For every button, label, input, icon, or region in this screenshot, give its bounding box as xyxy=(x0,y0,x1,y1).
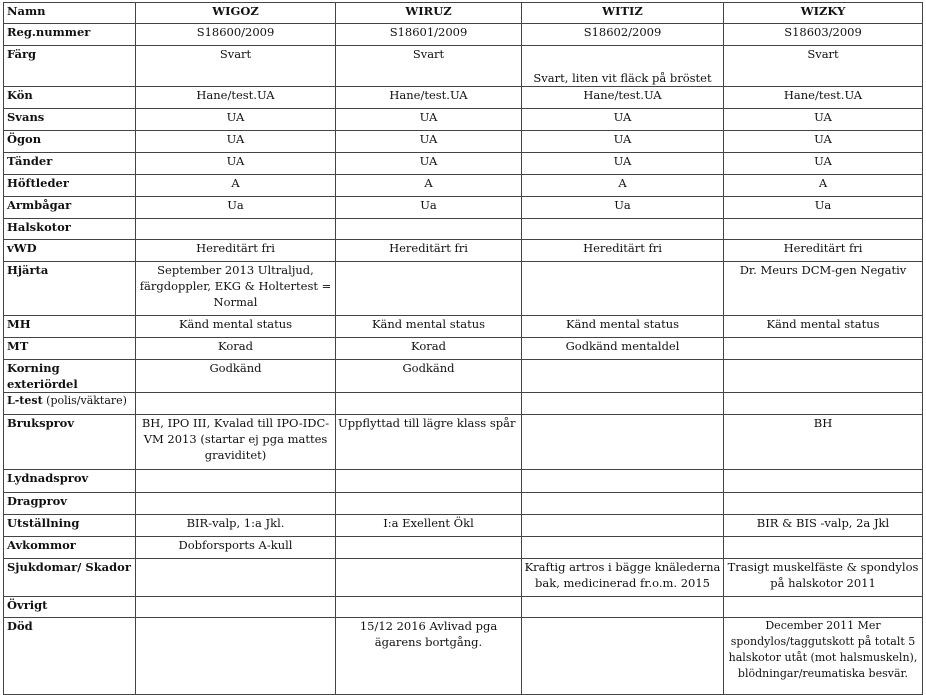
cell: Dr. Meurs DCM-gen Negativ xyxy=(724,262,923,316)
cell: I:a Exellent Ökl xyxy=(336,515,522,537)
cell: BIR-valp, 1:a Jkl. xyxy=(136,515,336,537)
cell: Dobforsports A-kull xyxy=(136,537,336,559)
cell xyxy=(136,219,336,240)
cell: Hane/test.UA xyxy=(136,87,336,109)
row-utstallning xyxy=(4,515,923,537)
row-lydnadsprov xyxy=(4,470,923,493)
cell xyxy=(522,515,724,537)
cell xyxy=(336,262,522,316)
row-dragprov xyxy=(4,493,923,515)
cell: UA xyxy=(136,131,336,153)
cell: Trasigt muskelfäste & spondylos på halskotor 2011 xyxy=(724,559,923,597)
header-row xyxy=(4,3,923,24)
cell xyxy=(724,360,923,393)
cell xyxy=(522,597,724,618)
row-label: Ögon xyxy=(4,131,136,153)
cell: UA xyxy=(336,109,522,131)
cell xyxy=(336,597,522,618)
cell: Hereditärt fri xyxy=(136,240,336,262)
row-sjukdomar xyxy=(4,559,923,597)
cell: UA xyxy=(336,153,522,175)
row-dod xyxy=(4,618,923,695)
row-halskotor xyxy=(4,219,923,240)
row-mt xyxy=(4,338,923,360)
cell xyxy=(522,360,724,393)
cell: Hereditärt fri xyxy=(724,240,923,262)
cell xyxy=(724,493,923,515)
cell: Hereditärt fri xyxy=(522,240,724,262)
cell xyxy=(522,262,724,316)
cell: S18603/2009 xyxy=(724,24,923,46)
cell xyxy=(336,537,522,559)
row-label: MH xyxy=(4,316,136,338)
row-hjarta xyxy=(4,262,923,316)
cell: Svart xyxy=(136,46,336,87)
cell xyxy=(136,559,336,597)
cell: Ua xyxy=(724,197,923,219)
row-vwd xyxy=(4,240,923,262)
cell: Kraftig artros i bägge knälederna bak, medicinerad fr.o.m. 2015 xyxy=(522,559,724,597)
row-label-suffix: (polis/väktare) xyxy=(42,394,127,407)
cell: A xyxy=(522,175,724,197)
cell: September 2013 Ultraljud, färgdoppler, EKG & Holtertest = Normal xyxy=(136,262,336,316)
row-label: MT xyxy=(4,338,136,360)
cell xyxy=(336,393,522,415)
row-label: Svans xyxy=(4,109,136,131)
cell: UA xyxy=(522,153,724,175)
row-label: Armbågar xyxy=(4,197,136,219)
cell xyxy=(522,618,724,695)
row-reg-nummer xyxy=(4,24,923,46)
cell: S18602/2009 xyxy=(522,24,724,46)
cell: Godkänd xyxy=(136,360,336,393)
cell: Känd mental status xyxy=(136,316,336,338)
cell xyxy=(522,470,724,493)
cell: December 2011 Mer spondylos/taggutskott på totalt 5 halskotor utåt (mot halsmuskeln), blödningar/reumatiska besvär. xyxy=(724,618,923,695)
row-label: Övrigt xyxy=(4,597,136,618)
cell xyxy=(336,219,522,240)
cell: UA xyxy=(724,109,923,131)
cell xyxy=(522,415,724,470)
cell xyxy=(724,537,923,559)
cell: UA xyxy=(522,131,724,153)
header-label-name: Namn xyxy=(4,3,136,24)
cell: UA xyxy=(136,109,336,131)
row-ogon xyxy=(4,131,923,153)
row-label: vWD xyxy=(4,240,136,262)
cell: UA xyxy=(724,153,923,175)
cell: Känd mental status xyxy=(724,316,923,338)
cell xyxy=(724,338,923,360)
row-armbagar xyxy=(4,197,923,219)
cell: BH xyxy=(724,415,923,470)
cell: BIR & BIS -valp, 2a Jkl xyxy=(724,515,923,537)
cell: S18601/2009 xyxy=(336,24,522,46)
cell xyxy=(522,493,724,515)
cell: A xyxy=(724,175,923,197)
row-label: Färg xyxy=(4,46,136,87)
row-label: Avkommor xyxy=(4,537,136,559)
cell: 15/12 2016 Avlivad pga ägarens bortgång. xyxy=(336,618,522,695)
row-bruksprov xyxy=(4,415,923,470)
header-dog-wigoz: WIGOZ xyxy=(136,3,336,24)
cell xyxy=(336,470,522,493)
cell xyxy=(522,393,724,415)
row-ovrigt xyxy=(4,597,923,618)
cell xyxy=(724,393,923,415)
cell: Hereditärt fri xyxy=(336,240,522,262)
row-label: Reg.nummer xyxy=(4,24,136,46)
cell xyxy=(522,537,724,559)
row-label: Bruksprov xyxy=(4,415,136,470)
cell: Korad xyxy=(336,338,522,360)
cell xyxy=(136,618,336,695)
dog-health-table xyxy=(3,2,923,695)
row-kon xyxy=(4,87,923,109)
header-dog-witiz: WITIZ xyxy=(522,3,724,24)
cell: Känd mental status xyxy=(336,316,522,338)
header-dog-wizky: WIZKY xyxy=(724,3,923,24)
row-label: Utställning xyxy=(4,515,136,537)
cell: Hane/test.UA xyxy=(522,87,724,109)
cell: Korad xyxy=(136,338,336,360)
cell: UA xyxy=(522,109,724,131)
cell: Svart, liten vit fläck på bröstet xyxy=(522,46,724,87)
row-label: Hjärta xyxy=(4,262,136,316)
cell xyxy=(136,393,336,415)
row-label: Lydnadsprov xyxy=(4,470,136,493)
row-label: Höftleder xyxy=(4,175,136,197)
cell: Hane/test.UA xyxy=(724,87,923,109)
cell xyxy=(522,219,724,240)
cell: BH, IPO III, Kvalad till IPO-IDC-VM 2013 (startar ej pga mattes graviditet) xyxy=(136,415,336,470)
row-label: Kön xyxy=(4,87,136,109)
cell: Känd mental status xyxy=(522,316,724,338)
cell xyxy=(336,493,522,515)
cell: Ua xyxy=(522,197,724,219)
cell: S18600/2009 xyxy=(136,24,336,46)
row-label xyxy=(4,393,136,415)
row-korning xyxy=(4,360,923,393)
row-l-test xyxy=(4,393,923,415)
cell: UA xyxy=(724,131,923,153)
row-mh xyxy=(4,316,923,338)
row-label: Sjukdomar/ Skador xyxy=(4,559,136,597)
cell xyxy=(724,219,923,240)
row-label: Tänder xyxy=(4,153,136,175)
cell: Godkänd xyxy=(336,360,522,393)
row-label: Halskotor xyxy=(4,219,136,240)
row-label: Död xyxy=(4,618,136,695)
row-tander xyxy=(4,153,923,175)
row-hoftleder xyxy=(4,175,923,197)
cell: Godkänd mentaldel xyxy=(522,338,724,360)
row-avkommor xyxy=(4,537,923,559)
cell xyxy=(136,470,336,493)
cell: Hane/test.UA xyxy=(336,87,522,109)
cell: A xyxy=(136,175,336,197)
row-svans xyxy=(4,109,923,131)
row-farg xyxy=(4,46,923,87)
row-label: Korning exteriördel xyxy=(4,360,136,393)
cell xyxy=(724,597,923,618)
cell: Ua xyxy=(336,197,522,219)
cell: UA xyxy=(136,153,336,175)
cell: Ua xyxy=(136,197,336,219)
cell: UA xyxy=(336,131,522,153)
header-dog-wiruz: WIRUZ xyxy=(336,3,522,24)
cell xyxy=(136,597,336,618)
cell: Svart xyxy=(336,46,522,87)
cell: Svart xyxy=(724,46,923,87)
cell: A xyxy=(336,175,522,197)
cell: Uppflyttad till lägre klass spår xyxy=(336,415,522,470)
row-label-main: L-test xyxy=(7,394,43,407)
row-label: Dragprov xyxy=(4,493,136,515)
cell xyxy=(724,470,923,493)
cell xyxy=(336,559,522,597)
cell xyxy=(136,493,336,515)
